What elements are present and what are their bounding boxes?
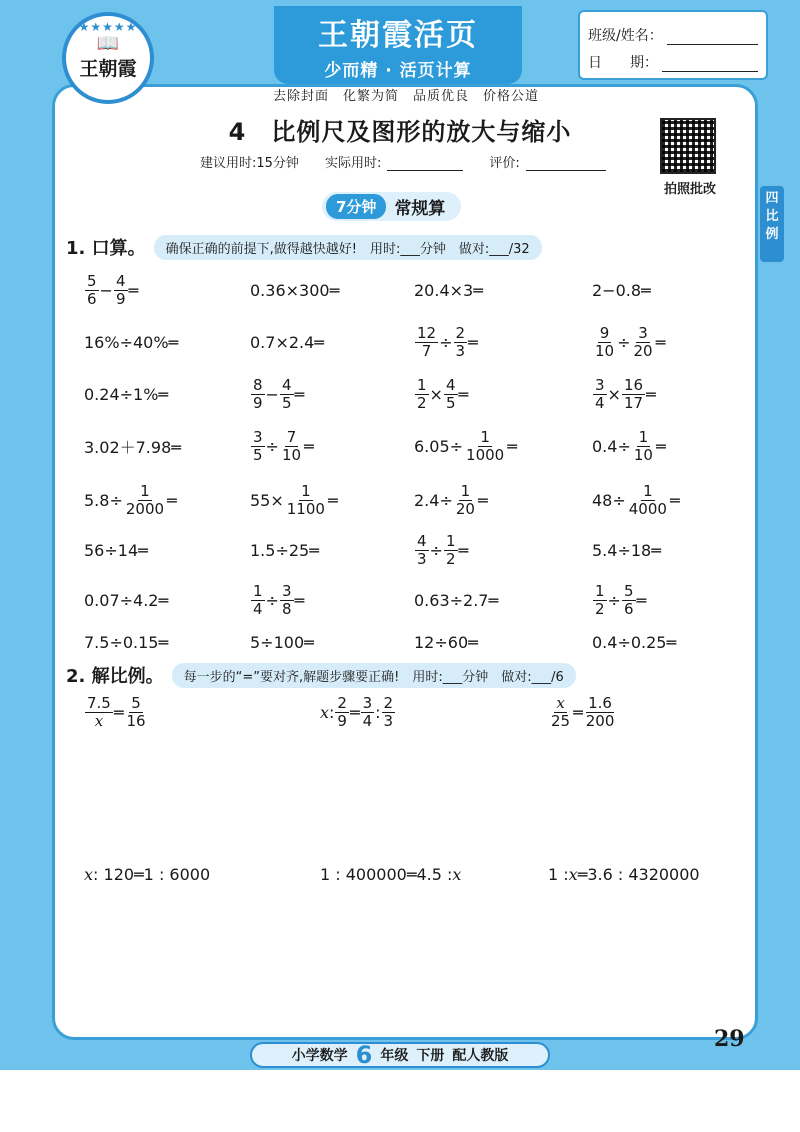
fraction: $\frac{4}{9}$ (115, 271, 126, 308)
oral-problem: 7.5÷0.15═ (84, 632, 169, 652)
oral-problem: $\frac{1}{2}$ ÷ $\frac{5}{6}$ ═ (595, 581, 647, 618)
oral-problem: $\frac{1}{4}$ ÷ $\frac{3}{8}$ ═ (253, 581, 305, 618)
date-label: 日 期： (588, 55, 658, 71)
fraction: $\frac{1}{2000}$ (125, 481, 165, 518)
oral-problem: 12÷60═ (414, 632, 478, 652)
fraction: $\frac{4}{5}$ (445, 375, 456, 412)
banner-subtitle: 少而精 · 活页计算 (324, 61, 472, 81)
page-number: 29 (714, 1026, 745, 1052)
class-name-field[interactable] (667, 29, 758, 45)
question-2-header (66, 662, 576, 688)
fraction: $\frac{7}{10}$ (281, 427, 302, 464)
qr-label: 拍照批改 (663, 182, 716, 197)
brand-logo (62, 12, 154, 104)
banner-title: 王朝霞活页 (318, 18, 478, 53)
proportion-problem: 1 : x ═3.6 : 4320000 (548, 864, 700, 884)
fraction: $\frac{16}{17}$ (623, 375, 644, 412)
oral-problem: 2.4÷ $\frac{1}{20}$ ═ (414, 481, 488, 518)
title-banner (274, 6, 522, 84)
logo-text: 王朝霞 (79, 58, 137, 80)
stars-icon: ★★★★★ (78, 20, 138, 34)
footer-edition: 配人教版 (452, 1048, 509, 1064)
fraction: $\frac{7.5}{x}$ (87, 693, 111, 730)
fraction: $\frac{1.6}{200}$ (585, 693, 615, 730)
oral-problem: 20.4×3═ (414, 280, 483, 300)
fraction: $\frac{1}{2}$ (595, 581, 605, 618)
date-field[interactable] (662, 56, 758, 72)
lesson-title: 4 比例尺及图形的放大与缩小 (228, 118, 572, 146)
fraction: $\frac{1}{20}$ (455, 481, 475, 518)
fraction: $\frac{3}{20}$ (633, 323, 653, 360)
fraction: $\frac{1}{2}$ (445, 531, 456, 568)
question-2-tip: 每一步的“=”要对齐,解题步骤要正确! 用时:___分钟 做对:___/6 (172, 663, 576, 688)
oral-problem: 0.7×2.4═ (250, 332, 324, 352)
slogan: 去除封面 化繁为简 品质优良 价格公道 (272, 89, 539, 104)
question-1-header (66, 234, 542, 260)
suggested-time: 建议用时:15分钟 (200, 156, 299, 171)
oral-problem: $\frac{8}{9}$ − $\frac{4}{5}$ ═ (253, 375, 305, 412)
oral-problem: 0.63÷2.7═ (414, 590, 499, 610)
fraction: $\frac{5}{16}$ (126, 693, 146, 730)
fraction: $\frac{4}{3}$ (417, 531, 427, 568)
oral-problem: 2−0.8═ (592, 280, 651, 300)
fraction: $\frac{5}{6}$ (623, 581, 634, 618)
question-2-number: 2. 解比例。 (66, 666, 164, 687)
chapter-tab: 四 比 例 (760, 186, 784, 262)
actual-time-label: 实际用时: (324, 156, 382, 171)
oral-problem: 5÷100═ (250, 632, 314, 652)
fraction: $\frac{1}{1100}$ (286, 481, 325, 518)
fraction: $\frac{3}{8}$ (281, 581, 292, 618)
fraction: $\frac{3}{5}$ (253, 427, 263, 464)
rating-label: 评价: (489, 156, 520, 171)
oral-problem: $\frac{9}{10}$ ÷ $\frac{3}{20}$ ═ (595, 323, 666, 360)
footer-badge (250, 1042, 550, 1068)
footer-term: 下册 (416, 1048, 445, 1064)
bottom-margin (0, 1070, 800, 1132)
oral-problem: $\frac{12}{7}$ ÷ $\frac{2}{3}$ ═ (417, 323, 478, 360)
time-row (200, 152, 606, 171)
proportion-problem: x : $\frac{2}{9}$ ═ $\frac{3}{4}$ : $\frac{2}{3}$ (320, 693, 394, 730)
oral-problem: 56÷14═ (84, 540, 148, 560)
oral-problem: 0.36×300═ (250, 280, 340, 300)
fraction: $\frac{3}{4}$ (595, 375, 605, 412)
fraction: $\frac{8}{9}$ (253, 375, 263, 412)
footer-subject: 小学数学 (291, 1048, 348, 1064)
oral-problem: 0.4÷0.25═ (592, 632, 677, 652)
class-name-label: 班级/姓名： (588, 28, 663, 44)
fraction: $\frac{1}{4}$ (253, 581, 263, 618)
section-header (322, 192, 461, 221)
oral-problem: 55× $\frac{1}{1100}$ ═ (250, 481, 338, 518)
oral-problem: $\frac{5}{6}$ − $\frac{4}{9}$ ═ (87, 271, 139, 308)
oral-problem: 0.07÷4.2═ (84, 590, 169, 610)
oral-problem: 0.24÷1%═ (84, 384, 169, 404)
fraction: $\frac{2}{3}$ (455, 323, 466, 360)
oral-problem: 1.5÷25═ (250, 540, 319, 560)
oral-problem: 5.4÷18═ (592, 540, 661, 560)
fraction: $\frac{5}{6}$ (87, 271, 97, 308)
fraction: $\frac{1}{2}$ (417, 375, 427, 412)
question-1-number: 1. 口算。 (66, 238, 146, 259)
section-time: 7分钟 (326, 194, 386, 219)
proportion-problem: x : 120═1 : 6000 (84, 864, 211, 884)
fraction: $\frac{1}{1000}$ (466, 427, 505, 464)
proportion-problem: 1 : 400000═4.5 : x (320, 864, 462, 884)
fraction: $\frac{12}{7}$ (417, 323, 437, 360)
fraction: $\frac{3}{4}$ (362, 693, 373, 730)
oral-problem: 0.4÷ $\frac{1}{10}$ ═ (592, 427, 666, 464)
fraction: $\frac{1}{4000}$ (628, 481, 667, 518)
fraction: $\frac{x}{25}$ (551, 693, 571, 730)
oral-problem: $\frac{4}{3}$ ÷ $\frac{1}{2}$ ═ (417, 531, 469, 568)
fraction: $\frac{4}{5}$ (281, 375, 292, 412)
qr-code[interactable] (660, 118, 716, 174)
oral-problem: $\frac{1}{2}$ × $\frac{4}{5}$ ═ (417, 375, 469, 412)
footer-grade-number: 6 (355, 1041, 373, 1069)
student-info-box (578, 10, 768, 80)
proportion-problem: $\frac{7.5}{x}$ ═ $\frac{5}{16}$ (87, 693, 146, 730)
fraction: $\frac{9}{10}$ (595, 323, 615, 360)
oral-problem: 5.8÷ $\frac{1}{2000}$ ═ (84, 481, 177, 518)
fraction: $\frac{1}{10}$ (633, 427, 653, 464)
rating-field[interactable] (526, 170, 606, 171)
oral-problem: $\frac{3}{4}$ × $\frac{16}{17}$ ═ (595, 375, 656, 412)
oral-problem: 3.02＋7.98═ (84, 437, 181, 457)
footer-grade: 年级 (380, 1048, 409, 1064)
book-icon: 📖 (96, 33, 120, 54)
question-1-tip: 确保正确的前提下,做得越快越好! 用时:___分钟 做对:___/32 (154, 235, 542, 260)
oral-problem: $\frac{3}{5}$ ÷ $\frac{7}{10}$ ═ (253, 427, 314, 464)
fraction: $\frac{2}{9}$ (337, 693, 347, 730)
section-name: 常规算 (394, 199, 446, 219)
proportion-problem: $\frac{x}{25}$ ═ $\frac{1.6}{200}$ (551, 693, 615, 730)
oral-problem: 48÷ $\frac{1}{4000}$ ═ (592, 481, 680, 518)
fraction: $\frac{2}{3}$ (383, 693, 394, 730)
actual-time-field[interactable] (387, 170, 463, 171)
oral-problem: 16%÷40%═ (84, 332, 179, 352)
oral-problem: 6.05÷ $\frac{1}{1000}$ ═ (414, 427, 517, 464)
